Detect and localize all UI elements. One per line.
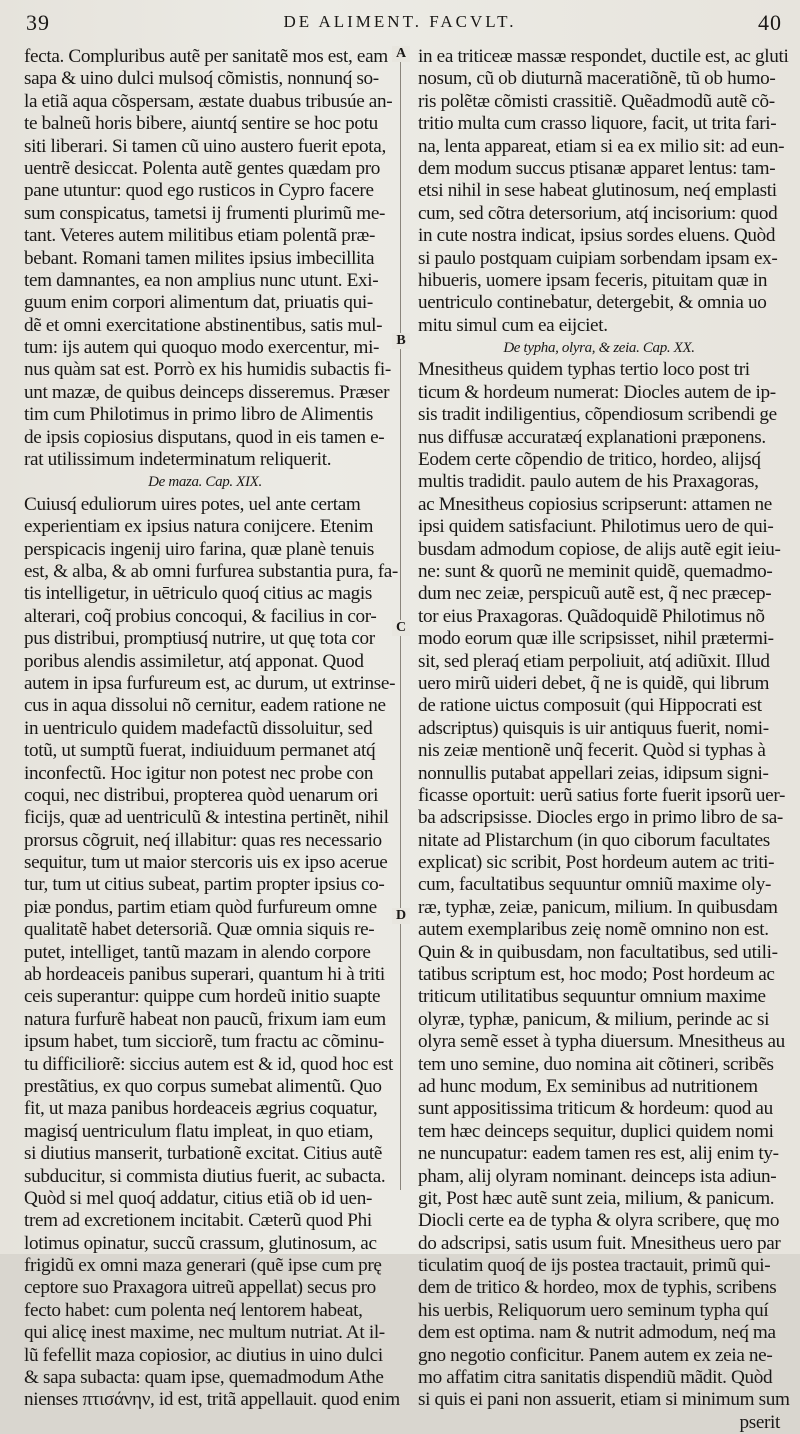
- text-line: cum, facultatibus sequuntur omniũ maxime oly-: [418, 874, 772, 896]
- text-line: tis intelligetur, in uētriculo quoq́ citius ac magis: [24, 583, 373, 605]
- margin-letter-d: D: [392, 908, 410, 924]
- text-line: ab hordeaceis panibus superari, quantum hi à triti: [24, 964, 385, 986]
- text-line: ne: sunt & quorũ ne meminit quidẽ, quemadmo-: [418, 560, 773, 582]
- text-line: dem est optima. nam & nutrit admodum, neq́ ma: [418, 1322, 776, 1344]
- text-line: gno negotio conficitur. Panem autem ex zeia ne-: [418, 1344, 773, 1366]
- text-line: si quis ei pani non assuerit, etiam si minimum sum: [418, 1389, 790, 1411]
- text-line: Quòd si mel quoq́ addatur, citius etiã ob id uen-: [24, 1187, 372, 1209]
- text-line: dem de tritico & hordeo, mox de typhis, scribens: [418, 1277, 777, 1299]
- text-line: tem hæc deinceps sequitur, duplici quidem nomi: [418, 1120, 774, 1142]
- text-line: de ipsis copiosius disputans, quod in eis tamen e-: [24, 426, 385, 448]
- text-line: piæ pondus, partim etiam quòd furfureum omne: [24, 896, 377, 918]
- text-line: lotimus opinatur, succũ crassum, glutinosum, ac: [24, 1232, 377, 1254]
- text-line: dem modum succus ptisanæ apparet lentus: tam-: [418, 157, 776, 179]
- text-line: prorsus cõgruit, neq́ illabitur: quas res necessario: [24, 829, 382, 851]
- text-line: si diutius manserit, turbationẽ excitat. Citius autẽ: [24, 1143, 383, 1165]
- text-line: Eodem certe cõpendio de tritico, hordeo, alijsq́: [418, 449, 761, 471]
- text-line: git, Post hæc autẽ sunt zeia, milium, & panicum.: [418, 1187, 775, 1209]
- text-line: tum: ijs autem qui quoquo modo exercentur, mi-: [24, 337, 380, 359]
- text-line: autem in ipsa furfureum est, ac durum, ut extrinse-: [24, 672, 396, 694]
- text-line: la etiã aqua cõspersam, æstate duabus tribusúe an-: [24, 90, 393, 112]
- text-line: nonnullis putabat appellari zeias, idipsum signi-: [418, 762, 769, 784]
- text-line: ipsum habet, tum sicciorẽ, tum fractu ac cõminu-: [24, 1031, 384, 1053]
- left-text-column: [24, 46, 400, 1411]
- text-line: nitate ad Plistarchum (in quo ciborum facultates: [418, 829, 770, 851]
- text-line: Cuiusq́ eduliorum uires potes, uel ante certam: [24, 493, 361, 515]
- text-line: ceis superantur: quippe cum hordeũ initio suapte: [24, 986, 381, 1008]
- text-line: ne nuncupatur: eadem tamen res est, alij enim ty-: [418, 1143, 779, 1165]
- text-line: ad hunc modum, Ex seminibus ad nutritionem: [418, 1075, 758, 1097]
- text-line: unt mazæ, de quibus deinceps disseremus. Præser: [24, 381, 390, 403]
- text-line: pham, alij olyram nominant. deinceps ista adiun-: [418, 1165, 777, 1187]
- text-line: alterari, coq̃ probius concoqui, & facilius in cor-: [24, 605, 377, 627]
- text-line: fecta. Compluribus autẽ per sanitatẽ mos est, eam: [24, 46, 388, 67]
- text-line: mitu simul cum ea eijciet.: [418, 314, 608, 336]
- text-line: busdam admodum copiose, de alijs autẽ egit ieiu-: [418, 538, 781, 560]
- text-line: fecto habet: cum polenta neq́ lentorem habeat,: [24, 1299, 363, 1321]
- text-line: dum nec zeiæ, perspicuũ autẽ est, q̃ nec præcep-: [418, 583, 772, 605]
- text-line: lũ fefellit maza copiosior, ac diutius in uino dulci: [24, 1344, 383, 1366]
- text-line: nosum, cũ ob diuturnã maceratiõnẽ, tũ ob humo-: [418, 68, 776, 90]
- right-text-column: [418, 46, 790, 1433]
- text-line: tur, tum ut citius subeat, partim propter ipsius co-: [24, 874, 385, 896]
- running-title: DE ALIMENT. FACVLT.: [283, 12, 517, 31]
- text-line: putet, intelliget, tantũ mazam in alendo corpore: [24, 941, 371, 963]
- text-line: explicat) sic scribit, Post hordeum autem ac triti-: [418, 852, 775, 874]
- text-line: inconfectũ. Hoc igitur non potest nec probe con: [24, 762, 374, 784]
- text-line: tu difficiliorẽ: siccius autem est & id, quod hoc est: [24, 1053, 394, 1075]
- text-line: de ratione uictus composuit (qui Hippocrati est: [418, 695, 762, 717]
- text-line: frigidũ ex omni maza generari (quẽ ipse cum prę: [24, 1255, 382, 1277]
- text-line: sit, sed pleraq́ etiam perpoliuit, atq́ adiũxit. Illud: [418, 650, 770, 672]
- text-line: sequitur, tum ut maior stercoris uis ex ipso acerue: [24, 852, 388, 874]
- text-line: dẽ et omni exercitatione abstinentibus, satis mul-: [24, 314, 383, 336]
- text-line: sapa & uino dulci mulsoq́ cõmistis, nonnunq́ so-: [24, 68, 379, 90]
- text-line: Mnesitheus quidem typhas tertio loco post tri: [418, 359, 750, 381]
- text-line: do adscripsi, satis usum fuit. Mnesitheus uero par: [418, 1232, 781, 1254]
- text-line: uero mirũ uideri debet, q̃ ne is quidẽ, qui librum: [418, 672, 770, 694]
- running-header: [12, 10, 788, 44]
- text-line: trem ad excretionem incitabit. Cæterũ quod Phi: [24, 1210, 372, 1232]
- text-line: modo eorum quæ ille scripsisset, nihil prætermi-: [418, 628, 774, 650]
- text-line: subducitur, si commista diutius fuerit, ac subacta.: [24, 1165, 386, 1187]
- text-line: uentrẽ desiccat. Polenta autẽ gentes quædam pro: [24, 157, 380, 179]
- text-line: magisq́ uentriculum flatu impleat, in quo etiam,: [24, 1120, 374, 1142]
- text-line: cus in aqua dissolui nõ cernitur, eadem ratione ne: [24, 695, 386, 717]
- text-line: in ea triticeæ massæ respondet, ductile est, ac gluti: [418, 46, 789, 67]
- chapter-heading: De maza. Cap. XIX.: [148, 474, 262, 491]
- text-line: bebant. Romani tamen milites ipsius imbecillita: [24, 247, 375, 269]
- text-line: poribus alendis assimiletur, atq́ apponat. Quod: [24, 650, 364, 672]
- text-line: ac Mnesitheus copiosius scripserunt: attamen ne: [418, 493, 772, 515]
- text-line: tim cum Philotimus in primo libro de Alimentis: [24, 404, 373, 426]
- text-line: est, & alba, & ab omni furfurea substantia pura, fa-: [24, 560, 398, 582]
- text-line: pus distribui, promptiusq́ nutrire, ut quę tota cor: [24, 628, 375, 650]
- text-line: adscriptus) quisquis is uir antiquus fuerit, nomi-: [418, 717, 769, 739]
- text-line: ficijs, quæ ad uentriculũ & intestina pertinẽt, nihil: [24, 807, 389, 829]
- text-line: ticulatim quoq́ de ijs postea tractauit, primũ qui-: [418, 1255, 771, 1277]
- text-line: cum, sed cõtra detersorium, atq́ incisorium: quod: [418, 202, 778, 224]
- text-line: mo affatim citra sanitatis dispendiũ mãdit. Quòd: [418, 1367, 773, 1389]
- text-line: guum enim corpori alimentum dat, priuatis qui-: [24, 292, 373, 314]
- text-line: olyra semẽ esset à typha diuersum. Mnesitheus au: [418, 1031, 785, 1053]
- text-line: nis zeiæ mentionẽ unq̃ fecerit. Quòd si typhas à: [418, 740, 766, 762]
- text-line: sunt appositissima triticum & hordeum: quod au: [418, 1098, 773, 1120]
- text-line: ticum & hordeum numerat: Diocles autem de ip-: [418, 381, 776, 403]
- page-number-right: 40: [758, 10, 782, 35]
- text-line: ris polẽtæ cõmisti crassitiẽ. Quẽadmodũ autẽ cõ-: [418, 90, 775, 112]
- text-line: tor eius Praxagoras. Quãdoquidẽ Philotimus nõ: [418, 605, 765, 627]
- text-line: Quin & in quibusdam, non facultatibus, sed utili-: [418, 941, 778, 963]
- text-line: prestãtius, ex quo corpus sumebat alimentũ. Quo: [24, 1075, 382, 1097]
- chapter-heading: De typha, olyra, & zeia. Cap. XX.: [503, 340, 695, 357]
- text-line: perspicacis ingenij uiro farina, quæ planè tenuis: [24, 538, 374, 560]
- text-line: his uerbis, Reliquorum uero seminum typha quí: [418, 1299, 769, 1321]
- text-line: ræ, typhæ, zeiæ, panicum, milium. In quibusdam: [418, 896, 778, 918]
- text-line: experientiam ex ipsius natura conijcere. Etenim: [24, 516, 374, 538]
- text-line: ba adscripsisse. Diocles ergo in primo libro de sa-: [418, 807, 783, 829]
- text-line: ipsi quidem satisfaciunt. Philotimus uero de qui-: [418, 516, 774, 538]
- text-line: ceptore suo Praxagora uitreũ appellat) secus pro: [24, 1277, 376, 1299]
- text-line: tem uno semine, duo nomina ait cõtineri, scribẽs: [418, 1053, 774, 1075]
- text-line: na, lenta appareat, etiam si ea ex milio sit: ad eun-: [418, 135, 785, 157]
- text-line: etsi nihil in sese habeat glutinosum, neq́ emplasti: [418, 180, 777, 202]
- text-line: olyræ, typhæ, panicum, & milium, perinde ac si: [418, 1008, 770, 1030]
- margin-letter-a: A: [392, 46, 410, 62]
- text-line: tem damnantes, ea non amplius nunc utunt. Exi-: [24, 269, 379, 291]
- text-line: autem exemplaribus zeię nomẽ omnino non est.: [418, 919, 769, 941]
- text-line: sum conspicatus, tametsi ij frumenti plurimũ me-: [24, 202, 386, 224]
- text-line: in uentriculo quidem madefactũ dissoluitur, sed: [24, 717, 373, 739]
- text-line: te balneũ horis bibere, aiuntq́ sentire se hoc potu: [24, 113, 378, 135]
- text-line: uentriculo continebatur, detergebit, & omnia uo: [418, 292, 767, 314]
- text-line: multis tradidit. paulo autem de his Praxagoras,: [418, 471, 759, 493]
- text-line: tatibus scriptum est, hoc modo; Post hordeum ac: [418, 964, 775, 986]
- text-line: qualitatẽ habet detersoriã. Quæ omnia siquis re-: [24, 919, 375, 941]
- text-line: nus quàm sat est. Porrò ex his humidis subactis fi-: [24, 359, 391, 381]
- text-line: coqui, nec distribui, propterea quòd uenarum ori: [24, 784, 379, 806]
- text-line: nus diffusæ accuratæq́ explanationi præponens.: [418, 426, 766, 448]
- text-line: tant. Veteres autem militibus etiam polentã præ-: [24, 225, 376, 247]
- text-line: tritio multa cum crasso liquore, facit, ut trita fari-: [418, 113, 777, 135]
- text-line: natura furfurẽ habeat non paucũ, frixum iam eum: [24, 1008, 386, 1030]
- text-line: ficasse oportuit: uerũ satius forte fuerit ipsorũ uer-: [418, 784, 786, 806]
- text-line: & sapa subacta: quam ipse, quemadmodum Athe: [24, 1367, 384, 1389]
- text-line: qui alicę inest maxime, nec multum nutriat. At il-: [24, 1322, 385, 1344]
- text-line: si paulo postquam cuipiam sorbendam ipsam ex-: [418, 247, 778, 269]
- text-line: triticum utilitatibus sequuntur omnium maxime: [418, 986, 766, 1008]
- margin-letter-b: B: [392, 333, 410, 349]
- text-line: pserit: [739, 1411, 780, 1433]
- text-line: in cute nostra indicat, ipsius sordes eluens. Quòd: [418, 225, 776, 247]
- text-line: pane utuntur: quod ego rusticos in Cypro facere: [24, 180, 374, 202]
- margin-letter-c: C: [392, 620, 410, 636]
- text-line: siti liberari. Si tamen cũ uino austero fuerit epota,: [24, 135, 386, 157]
- text-line: totũ, ut sumptũ fuerat, indiuiduum permanet atq́: [24, 740, 376, 762]
- text-line: hibueris, uomere ipsam feceris, pituitam quæ in: [418, 269, 768, 291]
- page-number-left: 39: [26, 10, 50, 35]
- text-line: fit, ut maza panibus hordeaceis ægrius coquatur,: [24, 1098, 378, 1120]
- text-line: rat utilissimum indeterminatum reliquerit.: [24, 449, 332, 471]
- text-line: Diocli certe ea de typha & olyra scribere, quę mo: [418, 1210, 780, 1232]
- text-line: nienses πτισάνην, id est, tritã appellauit. quod enim: [24, 1389, 400, 1411]
- text-line: sis tradit indiligentius, cõpendiosum scribendi ge: [418, 404, 777, 426]
